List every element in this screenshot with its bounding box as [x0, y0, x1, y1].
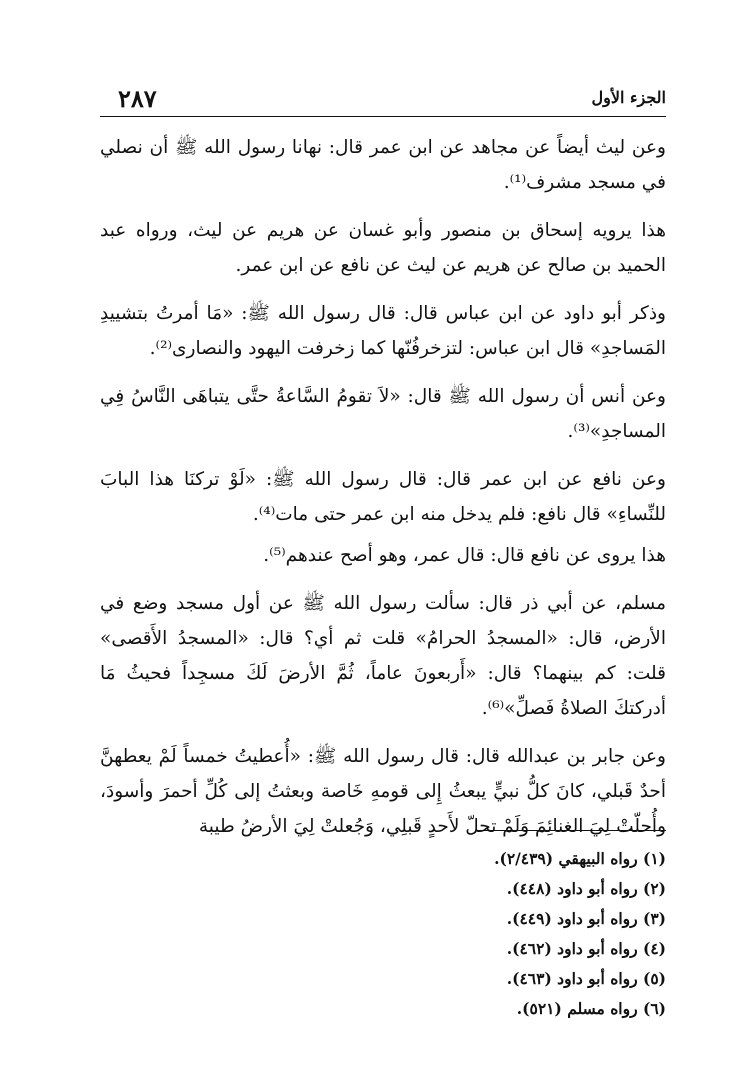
paragraph-2: هذا يرويه إسحاق بن منصور وأبو غسان عن هريم عن ليث، ورواه عبد الحميد بن صالح عن هريم عن ليث عن نافع عن ابن عمر. [100, 220, 666, 276]
footnote-5: (٥) رواه أبو داود (٤٦٣). [506, 969, 666, 988]
page-header [100, 78, 666, 114]
paragraph-5: وعن نافع عن ابن عمر قال: قال رسول الله ﷺ: «لَوْ تركنَا هذا البابَ للنِّساءِ» قال نافع: فلم يدخل منه ابن عمر حتى مات⁽⁴⁾. [100, 469, 666, 525]
paragraph-8: وعن جابر بن عبدالله قال: قال رسول الله ﷺ: «أُعطيتُ خمساً لَمْ يعطهنَّ أحدٌ قَبلي، كانَ كلُّ نبيٍّ يبعثُ إِلى قومهِ خَاصة وبعثتُ إلى كُلِّ أحمرَ وأسودَ، وأُحلّتْ لِيَ الغنائِمَ وَلَمْ تحلّ لأَحدٍ قَبلِي، وَجُعلتْ لِيَ الأرضُ طيبة [100, 746, 666, 837]
paragraph-1: وعن ليث أيضاً عن مجاهد عن ابن عمر قال: نهانا رسول الله ﷺ أن نصلي في مسجد مشرف⁽¹⁾. [100, 137, 666, 193]
paragraph-7: مسلم، عن أبي ذر قال: سألت رسول الله ﷺ عن أول مسجد وضع في الأرض، قال: «المسجدُ الحرامُ» قلت ثم أي؟ قال: «المسجدُ الأَقصى» قلت: كم بينهما؟ قال: «أَربعونَ عاماً، ثُمَّ الأرضَ لَكَ مسجِداً فحيثُ مَا أدركتكَ الصلاةُ فَصلِّ»⁽⁶⁾. [100, 593, 666, 719]
paragraph-3: وذكر أبو داود عن ابن عباس قال: قال رسول الله ﷺ: «مَا أمرتُ بتشييدِ المَساجدِ» قال ابن عباس: لتزخرفُنّها كما زخرفت اليهود والنصارى⁽²⁾. [100, 303, 666, 359]
header-divider [100, 116, 666, 117]
book-part-label: الجزء الأول [591, 88, 666, 107]
paragraph-4: وعن أنس أن رسول الله ﷺ قال: «لاَ تقومُ السَّاعةُ حتَّى يتباهَى النَّاسُ فِي المساجدِ»⁽³⁾. [100, 386, 666, 442]
footnote-6: (٦) رواه مسلم (٥٢١). [516, 999, 666, 1018]
footnote-2: (٢) رواه أبو داود (٤٤٨). [506, 879, 666, 898]
book-page [100, 78, 666, 1078]
footnote-divider [476, 830, 666, 831]
footnote-3: (٣) رواه أبو داود (٤٤٩). [506, 909, 666, 928]
footnotes [100, 844, 666, 1024]
page-number: ٢٨٧ [118, 84, 157, 113]
footnote-4: (٤) رواه أبو داود (٤٦٢). [506, 939, 666, 958]
paragraph-6: هذا يروى عن نافع قال: قال عمر، وهو أصح عندهم⁽⁵⁾. [263, 545, 666, 566]
main-text [100, 130, 666, 857]
footnote-1: (١) رواه البيهقي (٢/٤٣٩). [494, 849, 666, 868]
